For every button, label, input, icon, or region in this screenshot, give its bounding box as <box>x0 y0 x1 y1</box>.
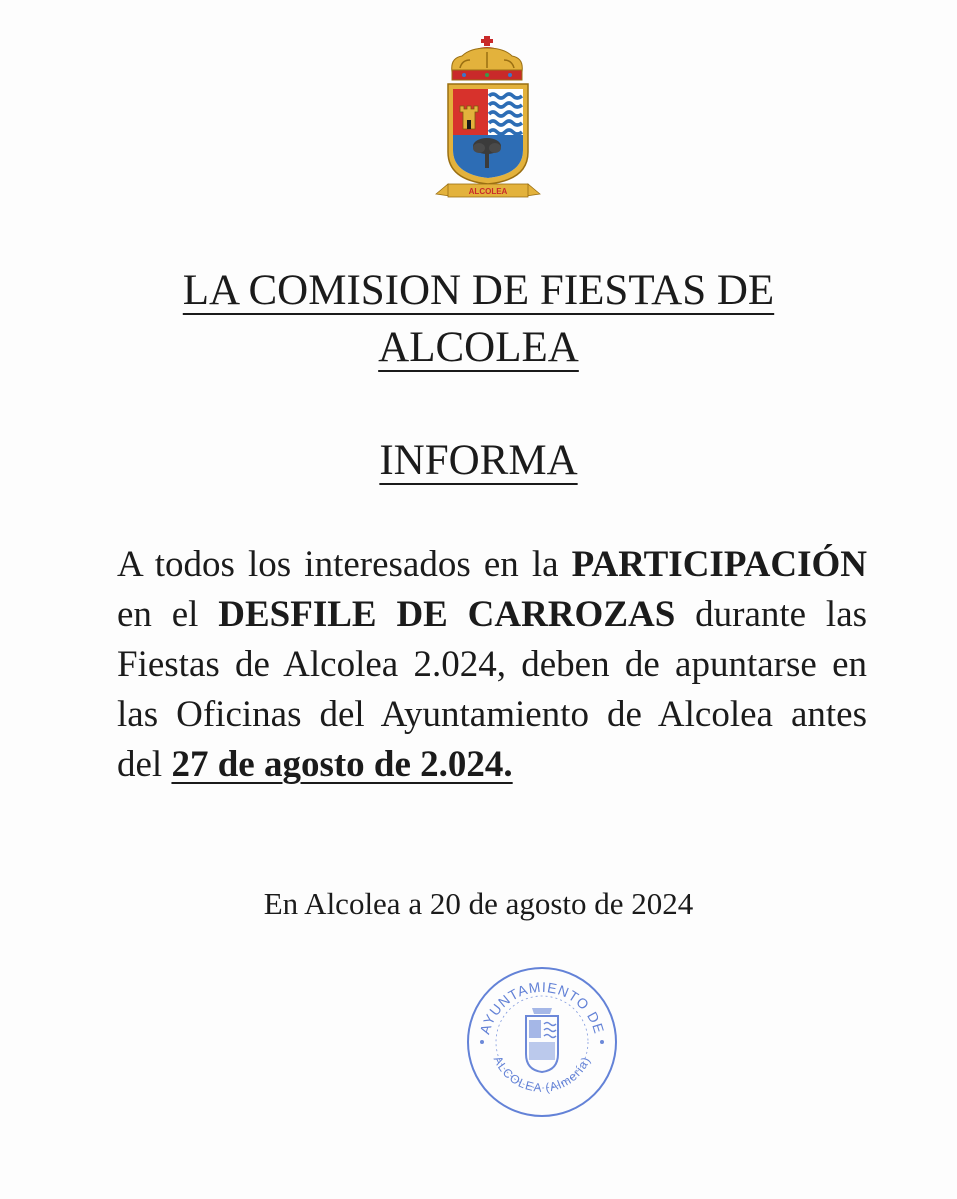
crown-icon <box>452 36 523 80</box>
body-middle: durante las Fiestas de Alcolea 2.024, deben de apuntarse en las Oficinas del Ayuntamiento de Alcolea antes del <box>117 594 868 785</box>
stamp-top-text: AYUNTAMIENTO DE <box>476 978 608 1036</box>
body-participation: PARTICIPACIÓN <box>571 544 868 585</box>
body-parade: DESFILE DE CARROZAS <box>218 594 676 635</box>
stamp-bottom-text: ALCOLEA (Almería) <box>490 1053 594 1095</box>
place-and-date: En Alcolea a 20 de agosto de 2024 <box>263 886 694 921</box>
svg-text:AYUNTAMIENTO DE <box>476 979 607 1036</box>
title-line-1: LA COMISION DE FIESTAS DE <box>182 267 775 314</box>
heading-text: INFORMA <box>379 437 578 484</box>
body-connector: en el <box>117 594 199 635</box>
section-heading <box>0 432 957 489</box>
document-title <box>0 262 957 376</box>
coat-of-arms-logo <box>430 34 550 204</box>
official-stamp <box>462 962 622 1122</box>
deadline-date: 27 de agosto de 2.024. <box>171 744 513 785</box>
body-intro: A todos los interesados en la <box>117 544 559 585</box>
body-paragraph <box>117 540 867 790</box>
title-line-2: ALCOLEA <box>378 324 579 371</box>
svg-text:ALCOLEA: ALCOLEA <box>468 187 508 196</box>
stamp-shield-icon <box>526 1008 558 1072</box>
